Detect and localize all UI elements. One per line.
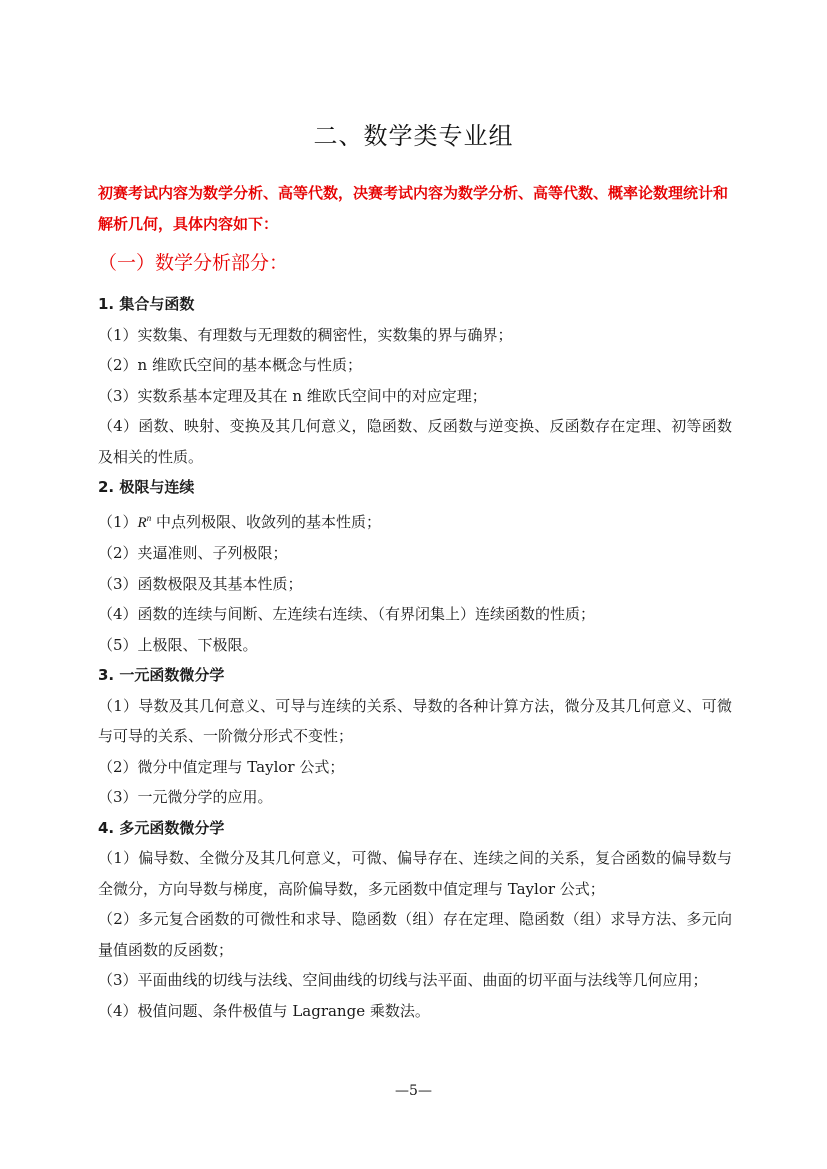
page-title: 二、数学类专业组	[313, 122, 514, 150]
math-rn	[137, 512, 152, 531]
list-item: （4）函数的连续与间断、左连续右连续、（有界闭集上）连续函数的性质；	[98, 605, 596, 623]
math-base: R	[137, 514, 147, 531]
list-item: （2）夹逼准则、子列极限；	[98, 544, 288, 562]
list-item: （5）上极限、下极限。	[98, 635, 258, 654]
list-item: （2）微分中值定理与 Taylor 公式；	[98, 757, 345, 776]
list-item: （1）导数及其几何意义、可导与连续的关系、导数的各种计算方法，微分及其几何意义、可微与可导的关系、一阶微分形式不变性；	[98, 696, 732, 745]
intro-paragraph: 初赛考试内容为数学分析、高等代数，决赛考试内容为数学分析、高等代数、概率论数理统计和解析几何，具体内容如下：	[98, 184, 729, 233]
page-number: —5—	[395, 1083, 432, 1099]
item-prefix: （1）	[98, 512, 138, 531]
item-suffix: 中点列极限、收敛列的基本性质；	[151, 512, 381, 531]
content-body	[98, 289, 732, 1026]
list-item: （1）偏导数、全微分及其几何意义，可微、偏导存在、连续之间的关系，复合函数的偏导数与全微分，方向导数与梯度，高阶偏导数，多元函数中值定理与 Taylor 公式；	[98, 849, 732, 898]
list-item: （4）函数、映射、变换及其几何意义，隐函数、反函数与逆变换、反函数存在定理、初等函数及相关的性质。	[98, 417, 732, 466]
part-heading-analysis: （一）数学分析部分：	[98, 252, 289, 274]
math-superscript: n	[146, 512, 152, 523]
list-item-rn	[98, 503, 732, 539]
list-item: （2）多元复合函数的可微性和求导、隐函数（组）存在定理、隐函数（组）求导方法、多元向量值函数的反函数；	[98, 910, 732, 959]
section-heading-single-var-differential: 3. 一元函数微分学	[98, 666, 225, 684]
list-item: （3）平面曲线的切线与法线、空间曲线的切线与法平面、曲面的切平面与法线等几何应用；	[98, 971, 708, 989]
section-heading-limits-continuity: 2. 极限与连续	[98, 478, 195, 496]
section-heading-multi-var-differential: 4. 多元函数微分学	[98, 818, 225, 837]
section-heading-sets-functions: 1. 集合与函数	[98, 295, 195, 313]
list-item: （3）一元微分学的应用。	[98, 788, 273, 806]
list-item: （1）实数集、有理数与无理数的稠密性，实数集的界与确界；	[98, 325, 513, 344]
list-item: （3）函数极限及其基本性质；	[98, 574, 303, 593]
list-item: （3）实数系基本定理及其在 n 维欧氏空间中的对应定理；	[98, 386, 487, 405]
list-item: （2）n 维欧氏空间的基本概念与性质；	[98, 356, 362, 374]
list-item: （4）极值问题、条件极值与 Lagrange 乘数法。	[98, 1001, 430, 1020]
